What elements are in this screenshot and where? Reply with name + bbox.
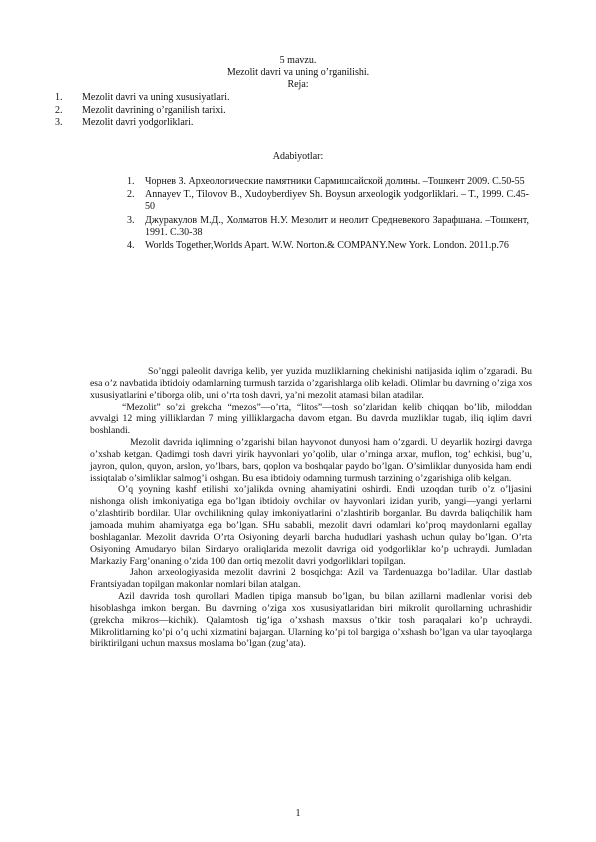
reference-item: [127, 215, 529, 239]
references-heading: Adabiyotlar:: [272, 151, 324, 162]
reference-item: [127, 240, 529, 252]
plan-item: [55, 92, 229, 105]
reference-number: 2.: [127, 189, 135, 201]
plan-item-number: 1.: [55, 92, 63, 103]
plan-item: [55, 105, 229, 118]
reference-item: [127, 189, 529, 213]
reference-text: Чорнев З. Археологические памятники Сармишсайской долины. –Тошкент 2009. С.50-55: [145, 176, 525, 187]
page-number: 1: [295, 808, 301, 819]
plan-heading: Reja:: [287, 79, 309, 90]
plan-item: [55, 117, 229, 130]
plan-item-number: 3.: [55, 117, 63, 129]
plan-item-text: Mezolit davri va uning xususiyatlari.: [82, 92, 230, 103]
reference-number: 1.: [127, 176, 135, 187]
plan-list: [55, 92, 229, 130]
reference-item: [127, 176, 529, 188]
page-title: Mezolit davri va uning o’rganilishi.: [226, 67, 370, 78]
body-paragraph: O’q yoyning kashf etilishi xo’jalikda ovning ahamiyatini oshirdi. Endi uzoqdan turib o’z o’ljasini nishonga olish imkoniyatiga ega bo’lgan ibtidoiy ovchilar ov hayvonlari izidan yurib, yangi—yangi yerlarni o’zlashtirib bordilar. Ular ovchilikning qulay imkoniyatlarini o’zlashtirib borganlar. Bu davrda baliqchilik ham jamoada muhim ahamiyatga ega bo’lgan. SHu sababli, mezolit davri odamlari ko’proq maydonlarni egallay boshlaganlar. Mezolit davrida O’rta Osiyoning deyarli barcha hududlari yashash uchun qulay bo’lgan. O’rta Osiyoning Amudaryo bilan Sirdaryo oraliqlarida mezolit davriga oid yodgorliklar ko’p uchraydi. Jumladan Markaziy Farg’onaning o’zida 100 dan ortiq mezolit davri yodgorliklari topilgan.: [90, 484, 532, 567]
references-list: [127, 176, 529, 253]
body-paragraph: So’nggi paleolit davriga kelib, yer yuzida muzliklarning chekinishi natijasida iqlim o’zgaradi. Bu esa o’z navbatida ibtidoiy odamlarning turmush tarzida o’zgarishlarga olib keladi. Olimlar bu davrning o’ziga xos xususiyatlarini e’tiborga olib, uni o’rta tosh davri, ya’ni mezolit atamasi bilan atadilar.: [90, 366, 532, 401]
reference-text: Worlds Together,Worlds Apart. W.W. Norton.& COMPANY.New York. London. 2011.p.76: [145, 240, 509, 252]
body-paragraph: “Mezolit” so’zi grekcha “mezos”—o’rta, “litos”—tosh so’zlaridan kelib chiqqan bo’lib, miloddan avvalgi 12 ming yilliklardan 7 ming yilliklargacha davom etgan. Bu davrda muzliklar tugab, iliq iqlim davri boshlandi.: [90, 401, 532, 437]
body-paragraph: Mezolit davrida iqlimning o’zgarishi bilan hayvonot dunyosi ham o’zgardi. U deyarlik hozirgi davrga o’xshab ketgan. Qadimgi tosh davri yirik hayvonlari yo’qolib, ular o’rninga arxar, muflon, tog’ echkisi, bug’u, jayron, qulon, quyon, arslon, yo’lbars, bars, qoplon va boshqalar paydo bo’lgan. O’simliklar dunyosida ham endi issiqtalab o’simliklar salmog’i oshgan. Bu esa ibtidoiy odamning turmush tarzining o’zgarishiga olib kelgan.: [90, 437, 532, 484]
body-paragraph: Jahon arxeologiyasida mezolit davrini 2 bosqichga: Azil va Tardenuazga bo’ladilar. Ular dastlab Frantsiyadan topilgan makonlar nomlari bilan atalgan.: [90, 567, 532, 591]
topic-number: 5 mavzu.: [279, 55, 317, 66]
reference-text: Annayev T., Tilovov B., Xudoyberdiyev Sh. Boysun arxeologik yodgorliklari. – T., 1999. C.45-50: [145, 189, 529, 213]
body-text: [90, 366, 532, 650]
reference-number: 3.: [127, 214, 135, 226]
plan-item-text: Mezolit davri yodgorliklari.: [82, 117, 194, 129]
reference-number: 4.: [127, 240, 135, 252]
reference-text: Джуракулов М.Д., Холматов Н.У. Мезолит и неолит Среднeвекого Зарафшана. –Тошкент, 1991. С.30-38: [145, 214, 529, 238]
plan-item-text: Mezolit davrining o’rganilish tarixi.: [82, 104, 226, 116]
body-paragraph: Azil davrida tosh qurollari Madlen tipiga mansub bo’lgan, bu bilan azillarni madlenlar vorisi deb hisoblashga imkon bergan. Bu davrning o’ziga xos xususiyatlaridan biri mikrolit qurollarning uchrashidir (grekcha mikros—kichik). Qalamtosh tig’iga o’xshash maxsus o’tkir tosh paraqalari ko’p uchraydi. Mikrolitlarning ko’pi o’q uchi xizmatini bajargan. Ularning ko’pi tol bargiga o’xshash bo’lgan va ular tayoqlarga biriktirilgani uchun maxsus moslama bo’lgan (zug’ata).: [90, 591, 532, 650]
plan-item-number: 2.: [55, 104, 63, 116]
